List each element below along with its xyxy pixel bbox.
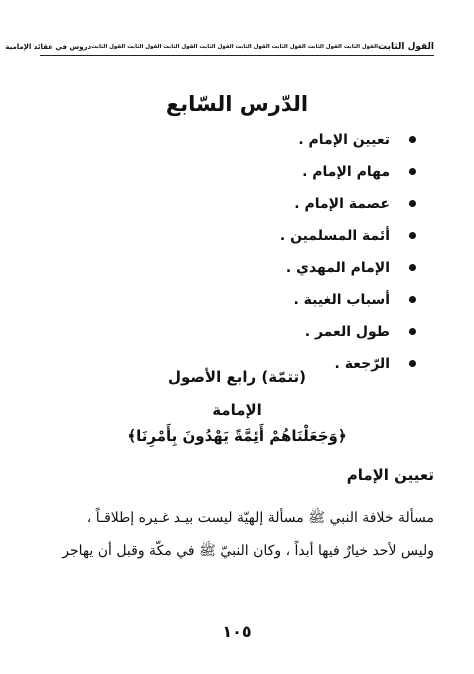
subheading: تعيين الإمام bbox=[346, 466, 434, 484]
section-subtitle: الإمامة bbox=[212, 401, 262, 419]
header-series-title: دروس في عقائد الإمامية bbox=[5, 43, 92, 51]
list-item bbox=[280, 316, 416, 348]
list-item bbox=[280, 252, 416, 284]
list-item bbox=[280, 124, 416, 156]
topic-text: الإمام المهدي . bbox=[285, 260, 390, 276]
topic-text: أئمة المسلمين . bbox=[279, 228, 390, 244]
list-item bbox=[280, 188, 416, 220]
page-number: ١٠٥ bbox=[222, 622, 252, 641]
bullet-icon bbox=[409, 168, 416, 175]
bullet-icon bbox=[409, 232, 416, 239]
bullet-icon bbox=[409, 360, 416, 367]
body-text-line: مسألة خلافة النبي ﷺ مسألة إلهيّة ليست بيـد غـيره إطلاقـاً ، bbox=[86, 510, 434, 526]
quran-verse: ﴿وَجَعَلْنَاهُمْ أَئِمَّةً يَهْدُونَ بِأَمْرِنَا﴾ bbox=[127, 427, 347, 445]
bullet-icon bbox=[409, 328, 416, 335]
bullet-icon bbox=[409, 200, 416, 207]
topic-text: أسباب الغيبة . bbox=[293, 292, 390, 308]
topic-list bbox=[280, 124, 416, 380]
section-title: (تتمّة) رابع الأصول bbox=[168, 368, 306, 386]
header-divider bbox=[40, 55, 434, 56]
lesson-title: الدّرس السّابع bbox=[165, 92, 309, 116]
topic-text: عصمة الإمام . bbox=[294, 196, 390, 212]
running-header bbox=[5, 40, 434, 54]
bullet-icon bbox=[409, 136, 416, 143]
list-item bbox=[280, 220, 416, 252]
bullet-icon bbox=[409, 264, 416, 271]
list-item bbox=[280, 284, 416, 316]
topic-text: طول العمر . bbox=[304, 324, 390, 340]
list-item bbox=[280, 156, 416, 188]
topic-text: الرّجعة . bbox=[334, 356, 390, 372]
header-book-title: القول الثابت bbox=[378, 42, 434, 52]
body-text-line: وليس لأحد خيارٌ فيها أبداً ، وكان النبيّ ﷺ في مكّة وقبل أن يهاجر bbox=[62, 543, 434, 559]
header-repeated-title: القول الثابت القول الثابت القول الثابت القول الثابت القول الثابت القول الثابت القول الثابت القول الثابت bbox=[91, 44, 379, 50]
topic-text: تعيين الإمام . bbox=[298, 132, 390, 148]
topic-text: مهام الإمام . bbox=[302, 164, 390, 180]
bullet-icon bbox=[409, 296, 416, 303]
